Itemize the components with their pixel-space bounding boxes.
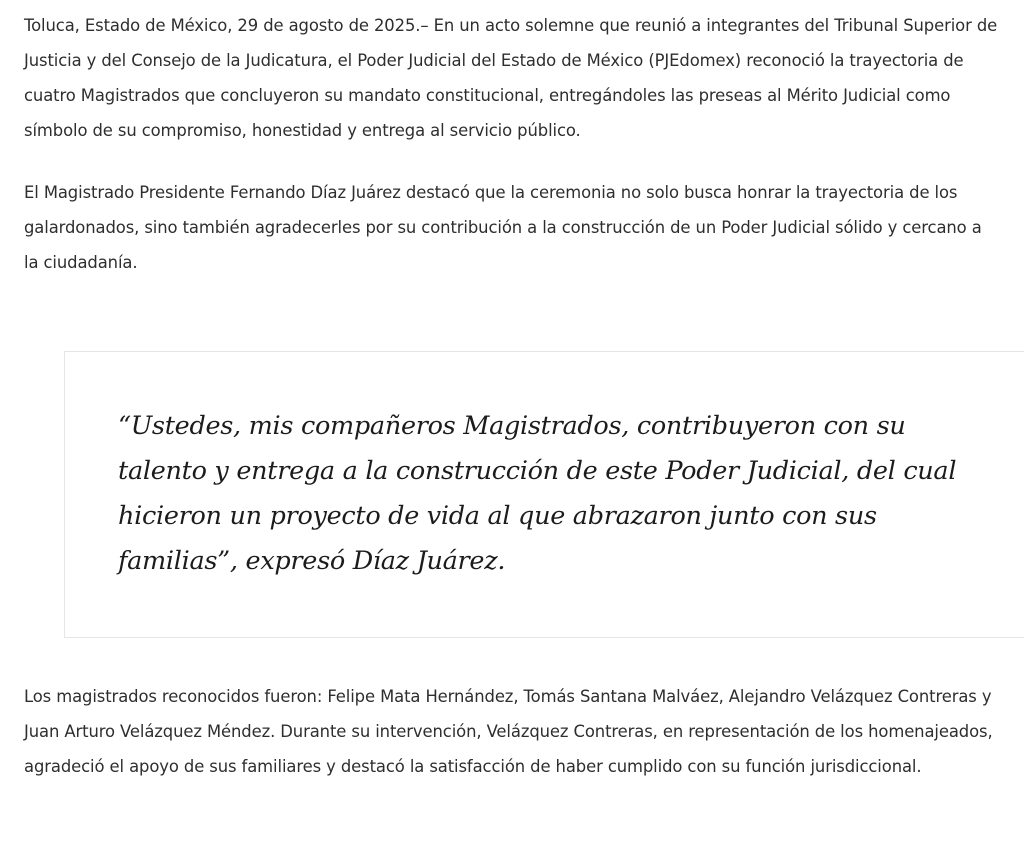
blockquote [64, 351, 1024, 638]
paragraph-honorees: Los magistrados reconocidos fueron: Felipe Mata Hernández, Tomás Santana Malváez, Alejandro Velázquez Contreras y Juan Arturo Velázquez Méndez. Durante su intervención, Velázquez Contreras, en representación de los homenajeados, agradeció el apoyo de sus familiares y destacó la satisfacción de haber cumplido con su función jurisdiccional. [24, 687, 993, 776]
quote-text: “Ustedes, mis compañeros Magistrados, contribuyeron con su talento y entrega a la construcción de este Poder Judicial, del cual hicieron un proyecto de vida al que abrazaron junto con sus familias”, expresó Díaz Juárez. [118, 411, 957, 576]
paragraph-intro: Toluca, Estado de México, 29 de agosto de 2025.– En un acto solemne que reunió a integrantes del Tribunal Superior de Justicia y del Consejo de la Judicatura, el Poder Judicial del Estado de México (PJEdomex) reconoció la trayectoria de cuatro Magistrados que concluyeron su mandato constitucional, entregándoles las preseas al Mérito Judicial como símbolo de su compromiso, honestidad y entrega al servicio público. [24, 16, 998, 140]
paragraph-president-statement: El Magistrado Presidente Fernando Díaz Juárez destacó que la ceremonia no solo busca honrar la trayectoria de los galardonados, sino también agradecerles por su contribución a la construcción de un Poder Judicial sólido y cercano a la ciudadanía. [24, 183, 982, 272]
